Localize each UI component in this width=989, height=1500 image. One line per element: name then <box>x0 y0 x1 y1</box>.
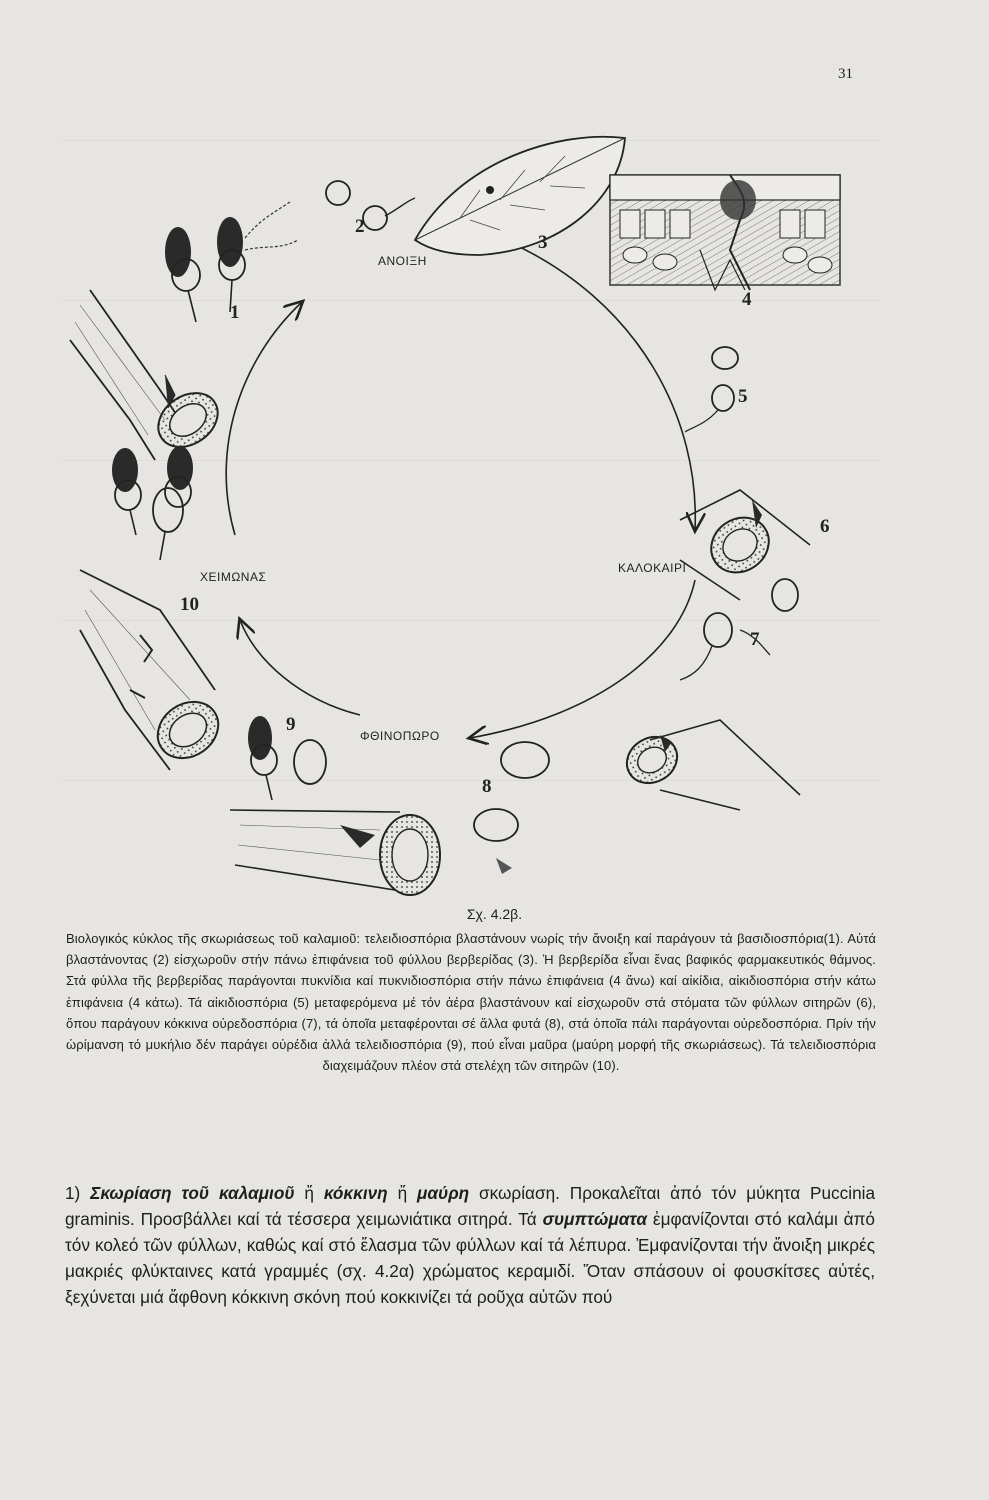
barberry-leaf <box>415 137 625 255</box>
cycle-diagram <box>40 90 940 910</box>
page-number: 31 <box>838 66 853 82</box>
stage-number-3: 3 <box>538 232 548 253</box>
aeciospores <box>685 347 738 432</box>
urediniospores <box>680 579 798 680</box>
wheat-stem-6 <box>680 490 810 600</box>
figure-label: Σχ. 4.2β. <box>466 906 523 922</box>
text-run: σκωρίαση. Προκαλεῖται ἀπό τόν μύκητα Puccinia graminis. Προσβάλλει καί τά τέσσερα χειμωνιάτικα σιτηρά. Τά <box>65 1183 876 1229</box>
teliospores-winter <box>112 446 193 560</box>
stage-number-4: 4 <box>742 289 752 310</box>
stage-number-10: 10 <box>180 594 199 615</box>
wheat-stem-10 <box>80 570 229 770</box>
basidiospore <box>326 181 415 230</box>
label-summer: ΚΑΛΟΚΑΙΡΙ <box>618 561 687 575</box>
arrow-autumn-to-winter <box>240 620 360 715</box>
term-symptoms: συμπτώματα <box>542 1209 648 1229</box>
stage-number-1: 1 <box>230 302 240 323</box>
stage-number-7: 7 <box>750 629 760 650</box>
figure-caption: Βιολογικός κύκλος τῆς σκωριάσεως τοῦ καλαμιοῦ: τελειδιοσπόρια βλαστάνουν νωρίς τήν ἄνοιξη καί παράγουν τά βασιδιοσπόρια(1). Αὐτά βλαστάνοντας (2) εἰσχωροῦν στήν πάνω ἐπιφάνεια τοῦ φύλλου βερβερίδας (3). Ἡ βερβερίδα εἶναι ἕνας βαφικός φαρμακευτικός θάμνος. Στά φύλλα τῆς βερβερίδας παράγονται πυκνίδια καί πυκνιδιοσπόρια στήν πάνω ἐπιφάνεια (4 ἄνω) καί αἰκίδια, αἰκιδιοσπόρια στήν κάτω ἐπιφάνεια (4 κάτω). Τά αἰκιδιοσπόρια (5) μεταφερόμενα μέ τόν ἀέρα βλαστάνουν καί εἰσχωροῦν στά στόματα τῶν φύλλων σιτηρῶν (6), ὅπου παράγουν κόκκινα οὐρεδοσπόρια (7), τά ὁποῖα μεταφέρονται σέ ἄλλα φυτά (8), στά ὁποῖα πάλι παράγονται οὐρεδοσπόρια. Πρίν τήν ὡρίμανση τό μυκήλιο δέν παράγει οὐρέδια ἀλλά τελειδιοσπόρια (9), πού εἶναι μαῦρα (μαύρη μορφή τῆς σκωριάσεως). Τά τελειδιοσπόρια διαχειμάζουν πλέον στά στελέχη τῶν σιτηρῶν (10). <box>66 931 876 1074</box>
wheat-stem-7 <box>618 720 800 810</box>
label-autumn: ΦΘΙΝΟΠΩΡΟ <box>360 729 440 743</box>
disease-cycle-figure <box>40 90 940 910</box>
spores-8 <box>474 742 549 874</box>
label-spring: ΑΝΟΙΞΗ <box>378 254 427 268</box>
stage-number-9: 9 <box>286 714 296 735</box>
arrow-winter-to-spring <box>226 302 302 535</box>
arrow-summer-to-autumn <box>470 580 695 738</box>
leaf-cross-section <box>610 175 840 290</box>
text-run: ἤ <box>294 1183 324 1203</box>
wheat-stem-1 <box>70 290 228 460</box>
stage-number-6: 6 <box>820 516 830 537</box>
paragraph-number: 1) <box>65 1183 81 1203</box>
stage-number-8: 8 <box>482 776 492 797</box>
term-red: κόκκινη <box>323 1183 388 1203</box>
term-black: μαύρη <box>417 1183 470 1203</box>
stage-number-5: 5 <box>738 386 748 407</box>
wheat-stem-9 <box>230 810 440 895</box>
text-run: ἐμφανίζονται στό καλάμι ἀπό τόν κολεό τῶν φύλλων, καθώς καί στό ἔλασμα τῶν φύλλων καί τά λέπυρα. Ἐμφανίζονται τήν ἄνοιξη μικρές μακριές φλύκταινες κατά γραμμές (σχ. 4.2α) χρώματος κεραμιδί. Ὅταν σπάσουν οἱ φουσκίτσες αὐτές, ξεχύνεται μιά ἄφθονη κόκκινη σκόνη πού κοκκινίζει τά ροῦχα αὐτῶν πού <box>65 1209 875 1307</box>
stage-number-2: 2 <box>355 216 365 237</box>
term-wheat-rust: Σκωρίαση τοῦ καλαμιοῦ <box>90 1183 295 1203</box>
body-paragraph-1 <box>65 1180 875 1310</box>
label-winter: ΧΕΙΜΩΝΑΣ <box>200 570 267 584</box>
text-run: ἤ <box>387 1183 418 1203</box>
